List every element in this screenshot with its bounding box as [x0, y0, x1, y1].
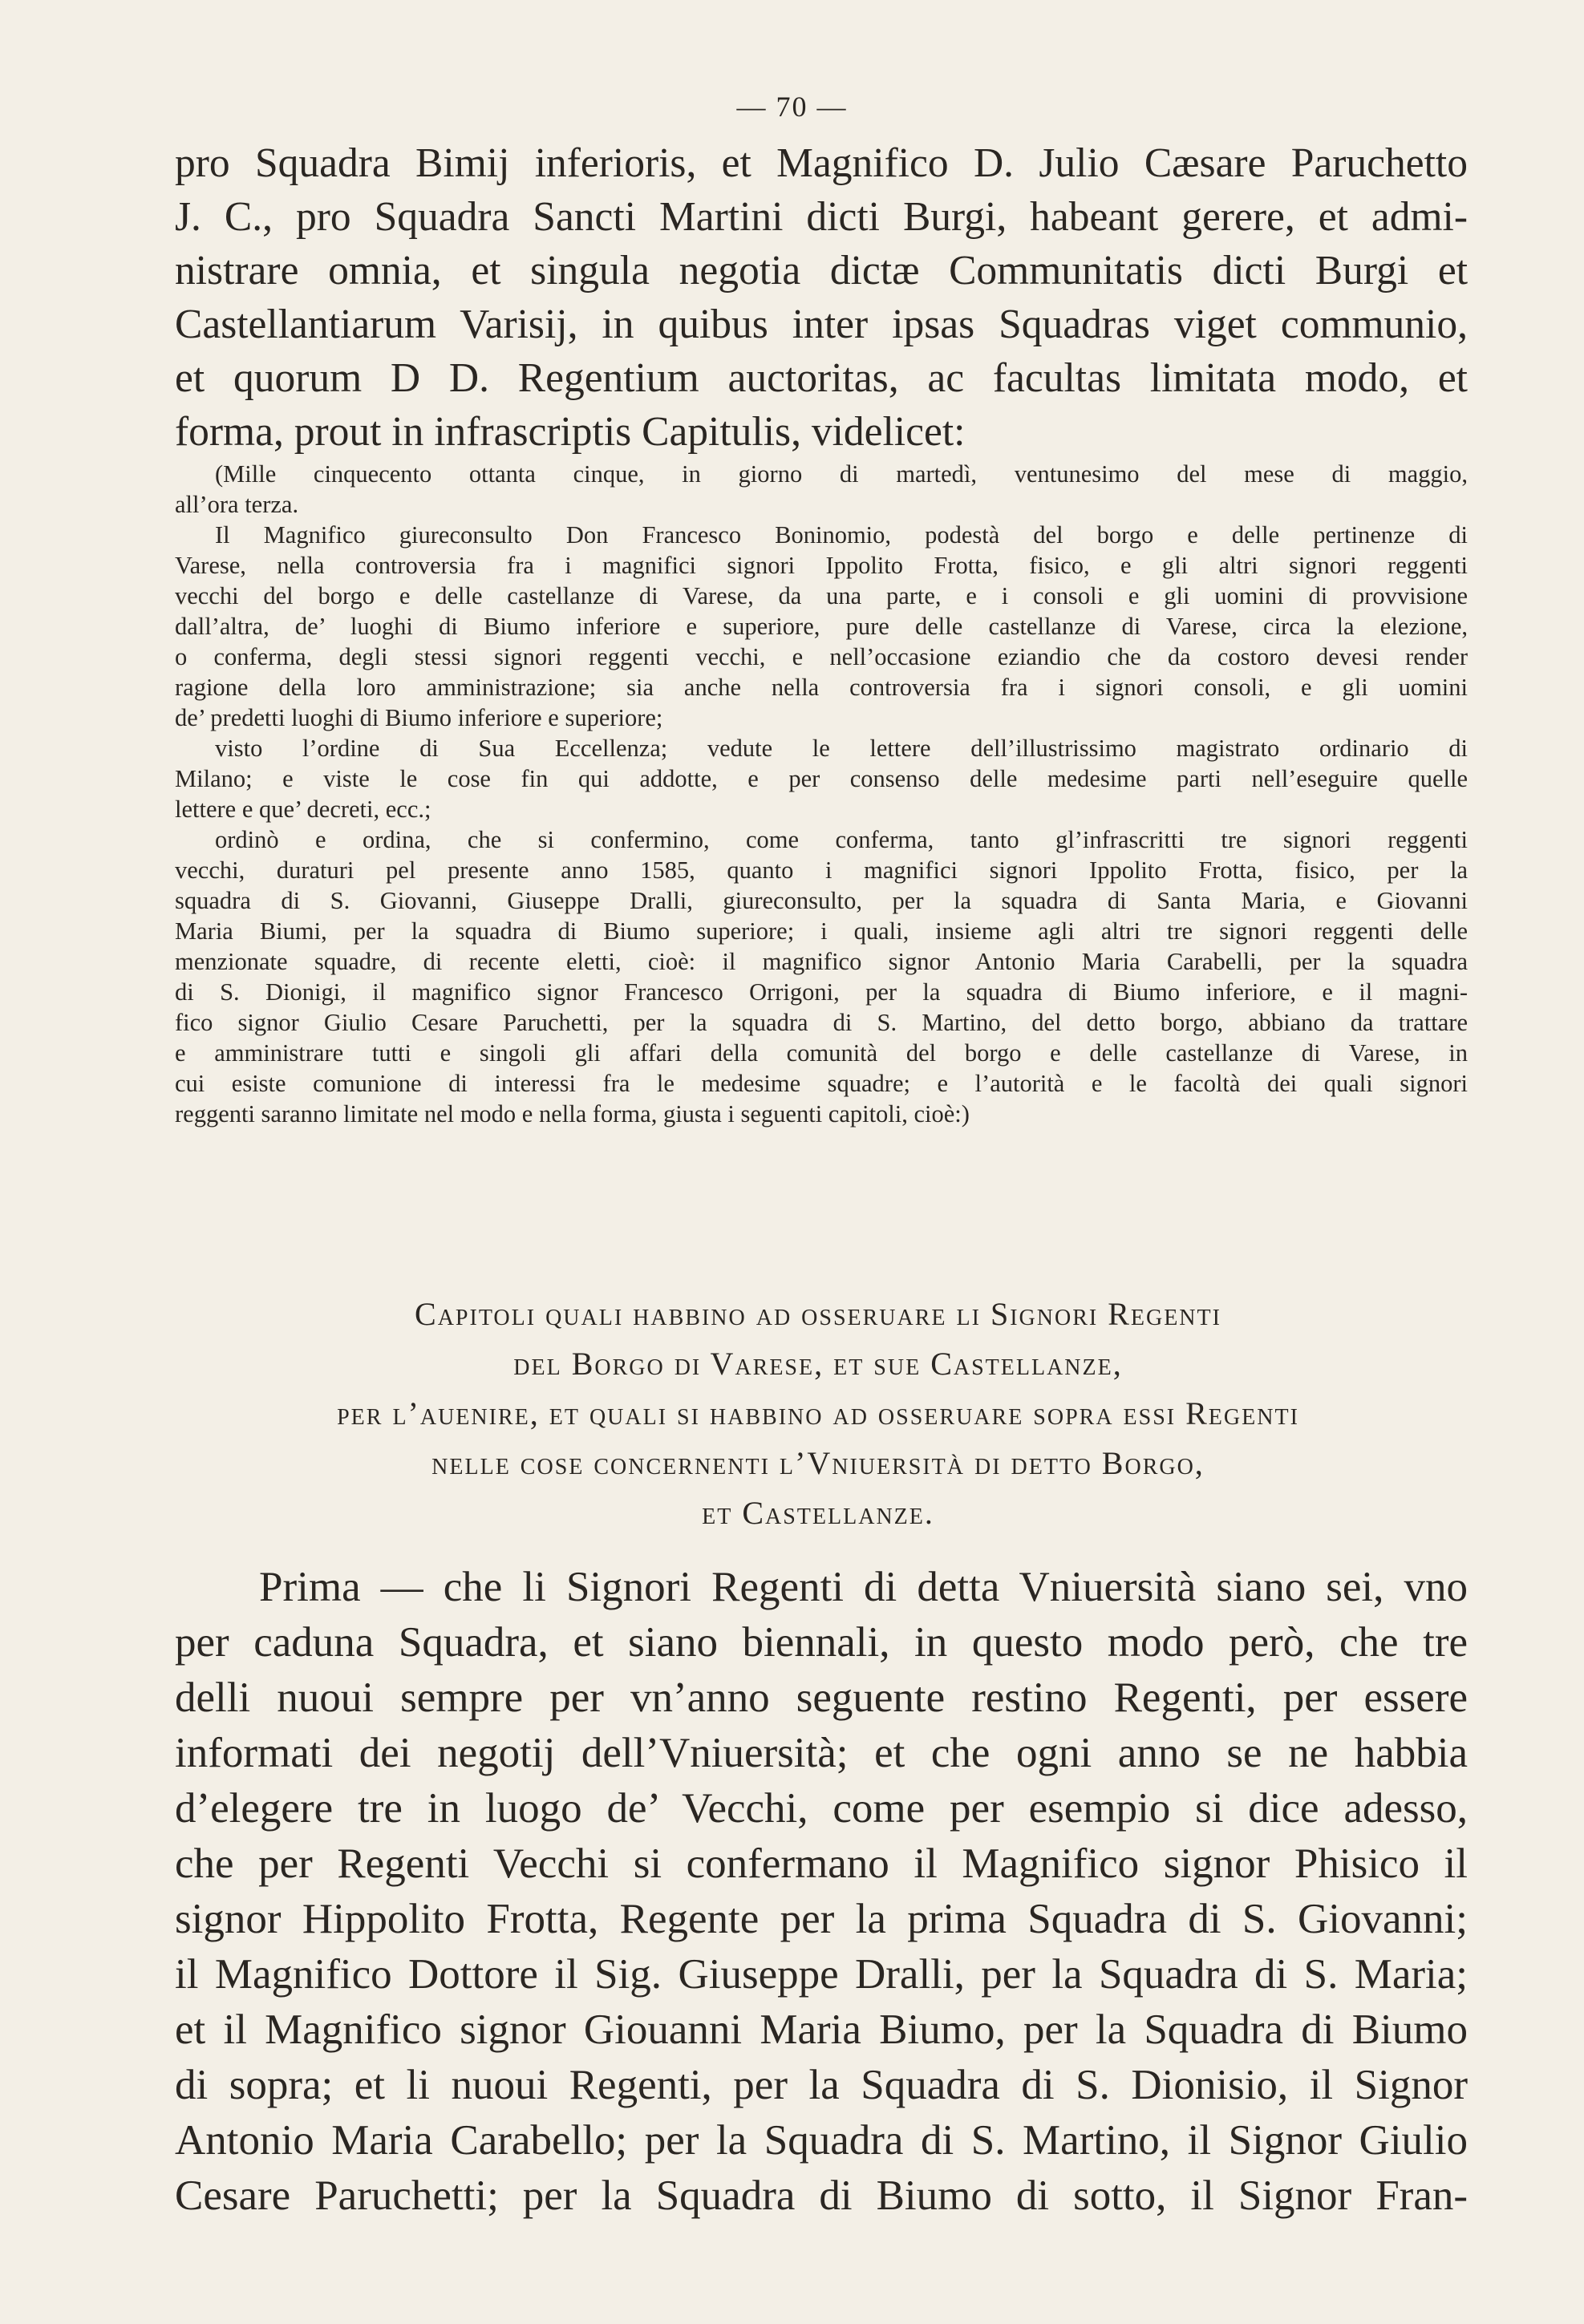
text-line: il Magnifico Dottore il Sig. Giuseppe Dralli, per la Squadra di S. Maria;	[175, 1951, 1468, 1998]
text-line: Antonio Maria Carabello; per la Squadra di S. Martino, il Signor Giulio	[175, 2117, 1468, 2164]
text-line: Cesare Paruchetti; per la Squadra di Biumo di sotto, il Signor Fran-	[175, 2172, 1468, 2219]
page-number: — 70 —	[736, 91, 848, 123]
text-line: vecchi, duraturi pel presente anno 1585, quanto i magnifici signori Ippolito Frotta, fisico, per la	[175, 856, 1468, 884]
text-line: visto l’ordine di Sua Eccellenza; vedute le lettere dell’illustrissimo magistrato ordinario di	[215, 735, 1468, 762]
latin-intro-paragraph	[175, 136, 1468, 459]
text-line: nistrare omnia, et singula negotia dictæ Communitatis dicti Burgi et	[175, 248, 1468, 294]
text-line: di sopra; et li nuoui Regenti, per la Squadra di S. Dionisio, il Signor	[175, 2062, 1468, 2108]
italian-translation-paragraph	[175, 459, 1468, 1129]
text-line: delli nuoui sempre per vn’anno seguente restino Regenti, per essere	[175, 1674, 1468, 1721]
text-line: de’ predetti luoghi di Biumo inferiore e superiore;	[175, 704, 663, 731]
text-line: J. C., pro Squadra Sancti Martini dicti Burgi, habeant gerere, et admi-	[175, 194, 1468, 240]
text-line: signor Hippolito Frotta, Regente per la prima Squadra di S. Giovanni;	[175, 1896, 1468, 1942]
text-line: et il Magnifico signor Giouanni Maria Biumo, per la Squadra di Biumo	[175, 2006, 1468, 2053]
text-line: per caduna Squadra, et siano biennali, in questo modo però, che tre	[175, 1619, 1468, 1666]
text-line: che per Regenti Vecchi si confermano il Magnifico signor Phisico il	[175, 1840, 1468, 1887]
heading-line: del Borgo di Varese, et sue Castellanze,	[513, 1346, 1123, 1382]
text-line: menzionate squadre, di recente eletti, cioè: il magnifico signor Antonio Maria Carabelli, per la squadra	[175, 948, 1468, 975]
text-line: et quorum D D. Regentium auctoritas, ac facultas limitata modo, et	[175, 355, 1468, 401]
text-line: Castellantiarum Varisij, in quibus inter ipsas Squadras viget communio,	[175, 302, 1468, 347]
prima-paragraph	[175, 1560, 1468, 2224]
text-line: fico signor Giulio Cesare Paruchetti, per la squadra di S. Martino, del detto borgo, abbiano da trattare	[175, 1009, 1468, 1036]
text-line: all’ora terza.	[175, 491, 299, 518]
text-line: squadra di S. Giovanni, Giuseppe Dralli, giureconsulto, per la squadra di Santa Maria, e Giovanni	[175, 887, 1468, 914]
heading-line: Capitoli quali habbino ad osseruare li Signori Regenti	[415, 1296, 1221, 1332]
text-line: reggenti saranno limitate nel modo e nella forma, giusta i seguenti capitoli, cioè:)	[175, 1100, 970, 1128]
text-line: informati dei negotij dell’Vniuersità; et che ogni anno se ne habbia	[175, 1730, 1468, 1776]
chapter-heading	[192, 1290, 1444, 1538]
text-line: Varese, nella controversia fra i magnifici signori Ippolito Frotta, fisico, e gli altri signori reggenti	[175, 552, 1468, 579]
text-line: dall’altra, de’ luoghi di Biumo inferiore e superiore, pure delle castellanze di Varese, circa la elezione,	[175, 613, 1468, 640]
text-line: pro Squadra Bimij inferioris, et Magnifico D. Julio Cæsare Paruchetto	[175, 140, 1468, 186]
text-line: forma, prout in infrascriptis Capitulis, videlicet:	[175, 409, 966, 455]
text-line: o conferma, degli stessi signori reggenti vecchi, e nell’occasione eziandio che da costoro devesi render	[175, 643, 1468, 670]
text-line: vecchi del borgo e delle castellanze di Varese, da una parte, e i consoli e gli uomini di provvisione	[175, 582, 1468, 609]
text-line: d’elegere tre in luogo de’ Vecchi, come per esempio si dice adesso,	[175, 1785, 1468, 1832]
text-line: ordinò e ordina, che si confermino, come conferma, tanto gl’infrascritti tre signori reggenti	[215, 826, 1468, 853]
text-line: e amministrare tutti e singoli gli affari della comunità del borgo e delle castellanze di Varese, in	[175, 1039, 1468, 1067]
text-line: (Mille cinquecento ottanta cinque, in giorno di martedì, ventunesimo del mese di maggio,	[215, 460, 1468, 488]
text-line: ragione della loro amministrazione; sia anche nella controversia fra i signori consoli, e gli uomini	[175, 674, 1468, 701]
text-line: di S. Dionigi, il magnifico signor Francesco Orrigoni, per la squadra di Biumo inferiore, e il magni-	[175, 978, 1468, 1006]
text-line: Il Magnifico giureconsulto Don Francesco Boninomio, podestà del borgo e delle pertinenze di	[215, 521, 1468, 549]
heading-line: et Castellanze.	[702, 1495, 934, 1531]
text-line: Prima — che li Signori Regenti di detta Vniuersità siano sei, vno	[259, 1564, 1468, 1610]
text-line: Milano; e viste le cose fin qui addotte, e per consenso delle medesime parti nell’eseguire quelle	[175, 765, 1468, 792]
text-line: cui esiste comunione di interessi fra le medesime squadre; e l’autorità e le facoltà dei quali signori	[175, 1070, 1468, 1097]
text-line: lettere e que’ decreti, ecc.;	[175, 796, 431, 823]
text-line: Maria Biumi, per la squadra di Biumo superiore; i quali, insieme agli altri tre signori reggenti delle	[175, 917, 1468, 945]
heading-line: per l’auenire, et quali si habbino ad osseruare sopra essi Regenti	[337, 1395, 1299, 1431]
heading-line: nelle cose concernenti l’Vniuersità di detto Borgo,	[431, 1445, 1205, 1481]
